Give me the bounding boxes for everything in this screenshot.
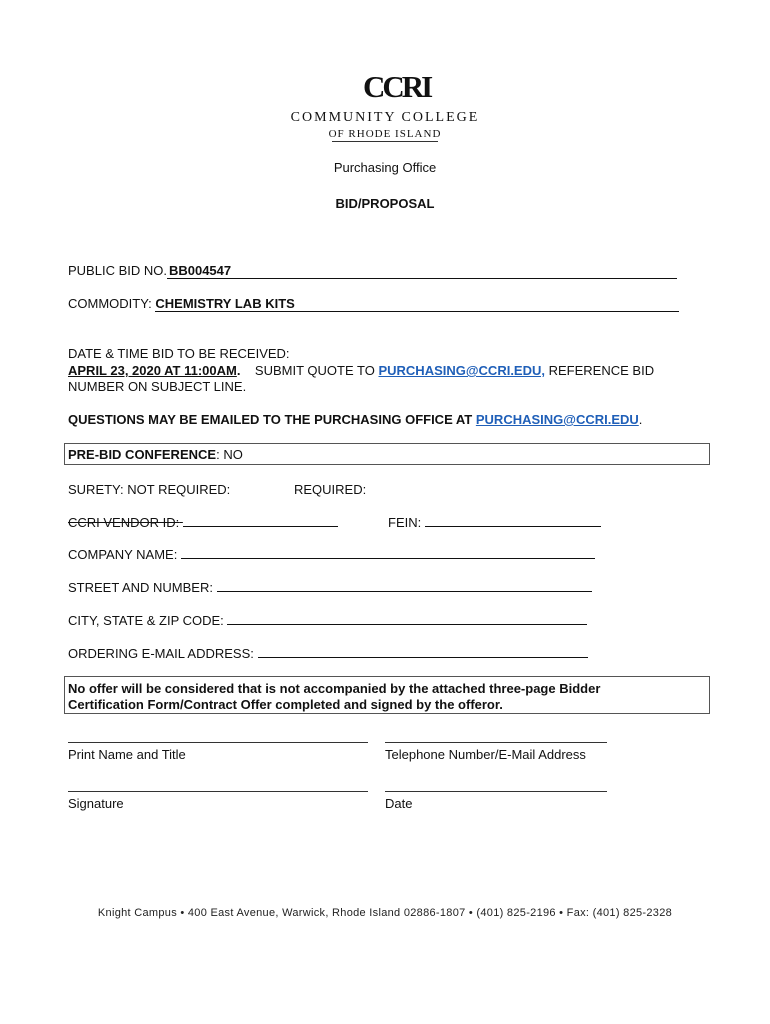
prebid-label: PRE-BID CONFERENCE — [68, 447, 217, 462]
reference-instruction: REFERENCE BID — [548, 363, 655, 378]
city-row — [68, 613, 587, 628]
ordering-email-field[interactable] — [258, 646, 588, 658]
purchasing-email-link[interactable]: PURCHASING@CCRI.EDU, — [378, 363, 545, 378]
bid-number-label: PUBLIC BID NO. — [68, 263, 167, 278]
vendor-id-row — [68, 515, 338, 530]
street-label: STREET AND NUMBER: — [68, 580, 213, 595]
office-name: Purchasing Office — [333, 160, 437, 175]
commodity-field: CHEMISTRY LAB KITS — [155, 296, 679, 312]
ordering-email-label: ORDERING E-MAIL ADDRESS: — [68, 646, 254, 661]
prebid-row: PRE-BID CONFERENCE: NO — [68, 447, 243, 462]
city-field[interactable] — [227, 613, 587, 625]
questions-email-link[interactable]: PURCHASING@CCRI.EDU — [475, 412, 639, 427]
submit-instruction: SUBMIT QUOTE TO — [254, 363, 375, 378]
bid-number-field: BB004547 — [167, 263, 677, 279]
print-name-label: Print Name and Title — [68, 747, 186, 762]
notice-line1: No offer will be considered that is not accompanied by the attached three-page Bidder — [68, 681, 601, 696]
bid-number-row — [68, 263, 677, 279]
street-field[interactable] — [217, 580, 592, 592]
instruction-line2: NUMBER ON SUBJECT LINE. — [68, 379, 247, 394]
company-row — [68, 547, 595, 562]
date-instruction-row: APRIL 23, 2020 AT 11:00AM. SUBMIT QUOTE TO PURCHASING@CCRI.EDU, REFERENCE BID — [68, 363, 655, 378]
city-label: CITY, STATE & ZIP CODE: — [68, 613, 224, 628]
questions-text: QUESTIONS MAY BE EMAILED TO THE PURCHASING OFFICE AT — [68, 412, 473, 427]
questions-row: QUESTIONS MAY BE EMAILED TO THE PURCHASING OFFICE AT PURCHASING@CCRI.EDU. — [68, 412, 643, 427]
vendor-id-field[interactable] — [183, 515, 338, 527]
date-label: DATE & TIME BID TO BE RECEIVED: — [68, 346, 290, 361]
surety-row — [68, 482, 230, 497]
due-date: APRIL 23, 2020 AT 11:00AM — [68, 363, 237, 378]
telephone-label: Telephone Number/E-Mail Address — [385, 747, 586, 762]
notice-line2: Certification Form/Contract Offer completed and signed by the offeror. — [68, 697, 503, 712]
fein-label: FEIN: — [388, 515, 422, 530]
print-name-line[interactable] — [68, 742, 368, 743]
fein-row — [388, 515, 601, 530]
form-title: BID/PROPOSAL — [335, 196, 435, 211]
state-line: OF RHODE ISLAND — [328, 128, 442, 140]
fein-field[interactable] — [425, 515, 601, 527]
footer-address: Knight Campus • 400 East Avenue, Warwick, Rhode Island 02886-1807 • (401) 825-2196 • Fax: (401) 825-2328 — [97, 907, 673, 919]
date-line[interactable] — [385, 791, 607, 792]
date-label-sig: Date — [385, 796, 413, 811]
telephone-line[interactable] — [385, 742, 607, 743]
company-field[interactable] — [181, 547, 595, 559]
ordering-email-row — [68, 646, 588, 661]
prebid-value: NO — [223, 447, 243, 462]
commodity-row — [68, 296, 679, 312]
company-label: COMPANY NAME: — [68, 547, 178, 562]
signature-label: Signature — [68, 796, 124, 811]
ccri-logo: CCRI — [363, 69, 431, 104]
signature-line[interactable] — [68, 791, 368, 792]
vendor-id-label: CCRI VENDOR ID: — [68, 515, 180, 530]
surety-label: SURETY: — [68, 482, 124, 497]
surety-not-required: NOT REQUIRED: — [127, 482, 231, 497]
surety-required: REQUIRED: — [294, 482, 367, 497]
commodity-label: COMMODITY: — [68, 296, 152, 311]
college-name: COMMUNITY COLLEGE — [290, 110, 480, 125]
street-row — [68, 580, 592, 595]
